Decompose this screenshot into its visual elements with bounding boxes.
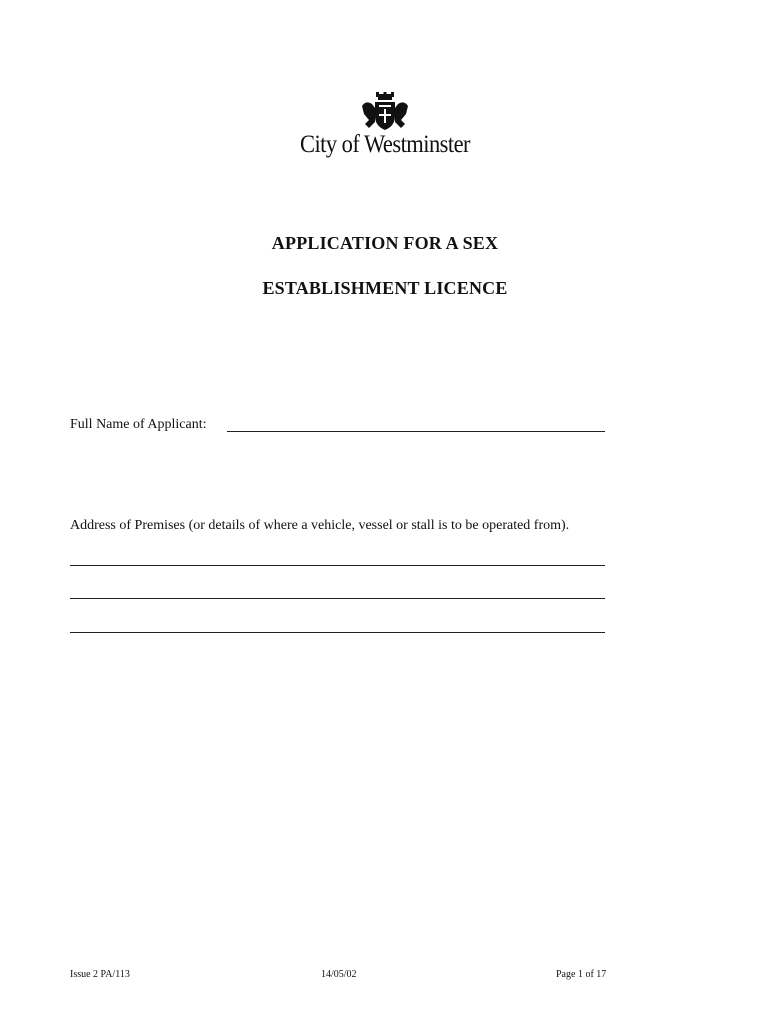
applicant-name-field-row [70,417,206,433]
organisation-name: City of Westminster [299,131,471,158]
footer-issue: Issue 2 PA/113 [70,969,130,980]
premises-address-blank-1[interactable] [70,565,605,566]
document-title-line-2: ESTABLISHMENT LICENCE [262,278,508,298]
coat-of-arms-icon [358,92,412,132]
premises-address-blank-3[interactable] [70,632,605,633]
premises-address-label: Address of Premises (or details of where a vehicle, vessel or stall is to be operated from). [70,518,570,533]
applicant-name-label: Full Name of Applicant: [70,417,207,432]
premises-address-blank-2[interactable] [70,598,605,599]
applicant-name-blank[interactable] [227,431,605,432]
footer-page-number: Page 1 of 17 [556,969,607,980]
document-title-line-1: APPLICATION FOR A SEX [271,233,499,253]
footer-date: 14/05/02 [321,969,357,980]
